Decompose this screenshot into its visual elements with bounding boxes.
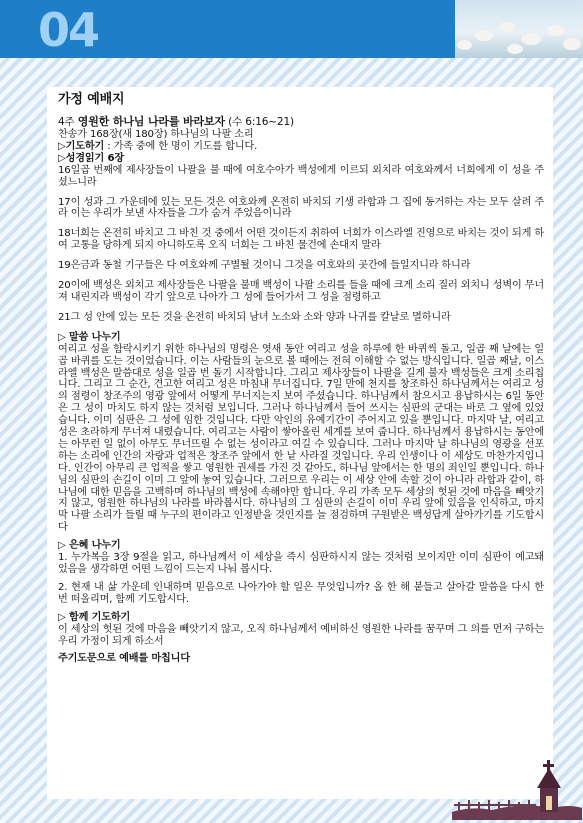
grace-item-2: 2. 현재 내 삶 가운데 인내하며 믿음으로 나아가야 할 일은 무엇입니까? 올 한 해 붙들고 살아갈 말씀을 다시 한 번 떠올리며, 함께 기도합시다. <box>58 581 544 605</box>
verse-19: 19은금과 동철 기구들은 다 여호와께 구별될 것이니 그것을 여호와의 곳간에 들일지니라 하니라 <box>58 260 471 272</box>
verse-17: 17이 성과 그 가운데에 있는 모든 것은 여호와께 온전히 바치되 기생 라합과 그 집에 동거하는 자는 모두 살려 주라 이는 우리가 보낸 사자들을 그가 숨겨 주었음이니라 <box>58 196 544 220</box>
verse-16: 16일곱 번째에 제사장들이 나팔을 불 때에 여호수아가 백성에게 이르되 외치라 여호와께서 너희에게 이 성을 주셨느니라 <box>58 164 544 188</box>
scripture-ref: (수 6:16~21) <box>228 116 294 128</box>
verse-18: 18너희는 온전히 바치고 그 바친 것 중에서 어떤 것이든지 취하여 너희가 이스라엘 진영으로 바치는 것이 되게 하여 고통을 당하게 되지 아니하도록 오직 너희는 그 바친 물건에 손대지 말라 <box>58 228 544 252</box>
prayer-label: ▷기도하기 <box>58 140 105 152</box>
closing-line: 주기도문으로 예배를 마칩니다 <box>58 653 190 665</box>
sharing-label: ▷ 말씀 나누기 <box>58 331 121 343</box>
sharing-text: 여리고 성을 함락시키기 위한 하나님의 명령은 엿새 동안 여리고 성을 하루에 한 바퀴씩 돌고, 일곱 째 날에는 일곱 바퀴를 도는 것이었습니다. 이는 사람들의 눈으로 볼 때에는 전혀 이해할 수 없는 방식입니다. 일곱 째날, 이스라엘 백성은 말씀대로 성을 일곱 번 돌기 시작합니다. 그리고 제사장들이 나팔을 길게 불자 백성들은 크게 소리칩니다. 그리고 그 순간, 견고한 여리고 성은 마침내 무너집니다. 7일 만에 천지를 창조하신 하나님께서는 여리고 성의 점령이 창조주의 영광 앞에서 어떻게 무너지는지 보여 주셨습니다. 하나님께서 참으시고 용납하시는 6일 동안은 그 성이 마치도 하지 않는 것처럼 보입니다. 그러나 하나님께서 들어 쓰시는 심판의 군대는 바로 그 옆에 있었습니다. 이미 심판은 그 성에 임한 것입니다. 다만 악인의 유예기간이 주어지고 있을 뿐입니다. 마지막 날, 여리고 성은 초라하게 무너져 내렸습니다. 여리고는 사람이 쌓아올린 세계를 보여 줍니다. 하나님께서 용납하시는 동안에는 아무런 일 없이 아무도 무너뜨릴 수 없는 성이라고 여길 수 있습니다. 그러나 마지막 날 하나님의 영광을 선포하는 소리에 인간의 자랑과 업적은 창조주 앞에서 한 낱 사라질 것입니다. 우리 인생이나 이 세상도 마찬가지입니다. 인간이 아무리 큰 업적을 쌓고 영원한 권세를 가진 것 같아도, 하나님 앞에서는 한 명의 죄인일 뿐입니다. 하나님의 심판의 손길이 이미 그 앞에 놓여 있습니다. 그러므로 우리는 이 세상 안에 속할 것이 아니라 라합과 같이, 하나님에 대한 믿음을 고백하며 하나님의 백성에 속해야만 합니다. 우리 가족 모두 세상의 헛된 것에 마음을 빼앗기지 않고, 영원한 하나님의 나라를 바라봅시다. 하나님의 그 심판의 손길이 이미 우리 앞에 있음을 인식하고, 마지막 나팔 소리가 들릴 때 누구의 편이라고 인정받을 것인지를 늘 점검하며 구원받은 백성답게 살아가기를 기도합시다 <box>58 343 544 534</box>
chapter-number: 04 <box>38 3 99 57</box>
week-label: 4주 <box>58 116 75 128</box>
pray-together-text: 이 세상의 헛된 것에 마음을 빼앗기지 않고, 오직 하나님께서 예비하신 영원한 나라를 꿈꾸며 그 의를 먼저 구하는 우리 가정이 되게 하소서 <box>58 623 544 647</box>
reading-label: ▷성경읽기 6장 <box>58 152 125 164</box>
church-illustration <box>452 758 582 820</box>
verse-20: 20이에 백성은 외치고 제사장들은 나팔을 불매 백성이 나팔 소리를 들을 때에 크게 소리 질러 외치니 성벽이 무너져 내린지라 백성이 각기 앞으로 나아가 그 성에 들어가서 그 성을 점령하고 <box>58 280 544 303</box>
prayer-text: : 가족 중에 한 명이 기도를 합니다. <box>104 140 258 152</box>
hymn-line: 찬송가 168장(새 180장) 하나님의 나팔 소리 <box>58 129 254 140</box>
grace-label: ▷ 은혜 나누기 <box>58 540 121 552</box>
sheep-photo <box>455 0 583 58</box>
week-heading <box>58 115 544 129</box>
section-title: 가정 예배지 <box>58 92 125 107</box>
prayer-line <box>58 141 544 153</box>
week-title: 영원한 하나님 나라를 바라보자 <box>77 115 225 128</box>
header-bar <box>0 0 583 58</box>
pray-together-label: ▷ 함께 기도하기 <box>58 611 131 623</box>
worship-content <box>58 92 544 665</box>
grace-item-1: 1. 누가복음 3장 9절을 읽고, 하나님께서 이 세상을 즉시 심판하시지 않는 것처럼 보이지만 이미 심판이 예고돼 있음을 생각하면 어떤 느낌이 드는지 나눠 봅시다. <box>58 552 544 575</box>
verse-21: 21그 성 안에 있는 모든 것을 온전히 바치되 남녀 노소와 소와 양과 나귀를 칼날로 멸하니라 <box>58 311 451 323</box>
